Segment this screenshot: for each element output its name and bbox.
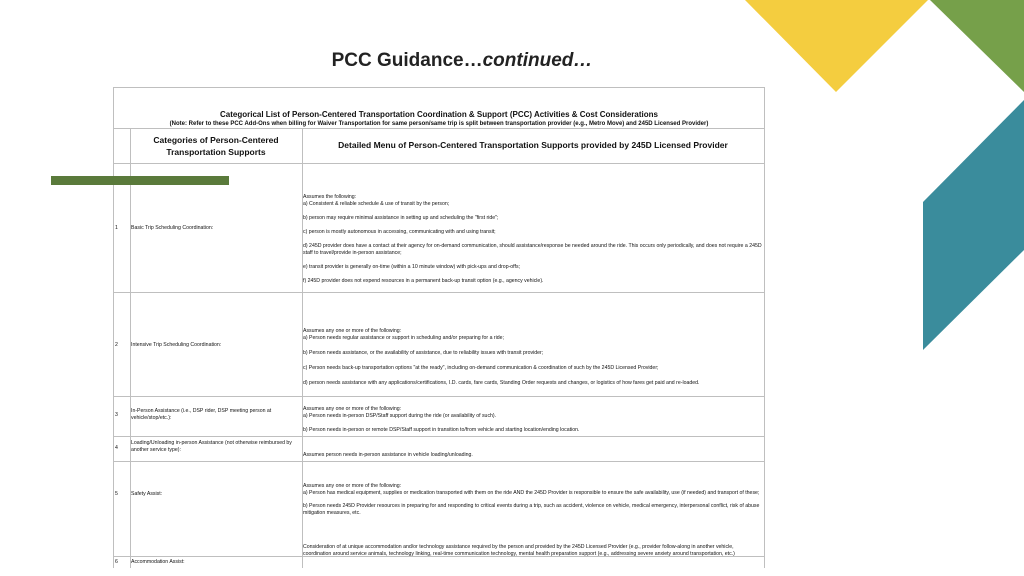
table-header [114,88,764,128]
row-details [303,194,763,285]
yellow-triangle-shape [745,0,928,92]
detail-line: Assumes any one or more of the following: [303,328,402,334]
accent-bar [51,176,229,185]
row-details [303,452,763,459]
detail-line: Assumes person needs in-person assistance in vehicle loading/unloading. [303,452,473,458]
detail-line: b) Person needs assistance, or the availability of assistance, due to reliability issues with transit provider; [303,350,544,356]
row-category: In-Person Assistance (i.e., DSP rider, DSP meeting person at vehicle/stop/etc.): [131,408,272,421]
detail-line: Assumes any one or more of the following: [303,406,402,412]
row-category: Basic Trip Scheduling Coordination: [131,225,214,231]
table-title: Categorical List of Person-Centered Transportation Coordination & Support (PCC) Activities & Cost Considerations [220,110,658,119]
row-number: 4 [115,445,118,451]
teal-diagonal-band-shape [923,100,1024,350]
row-details [303,328,763,387]
slide-title-bold: PCC Guidance… [331,50,483,71]
slide-title [0,50,924,72]
row-number: 6 [115,559,118,565]
detail-line: e) transit provider is generally on-time (within a 10 minute window) with pick-ups and drop-offs; [303,264,521,270]
row-number: 2 [115,342,118,348]
olive-green-triangle-shape [930,0,1024,92]
column-header-categories: Categories of Person-Centered Transportation Supports [153,135,279,157]
detail-line: f) 245D provider does not expend resources in a permanent back-up transit option (e.g., agency vehicle). [303,278,544,284]
detail-line: d) person needs assistance with any applications/certifications, I.D. cards, fare cards, Standing Order requests and changes, or logistics of how fares get paid and re-loaded. [303,380,700,386]
detail-line: a) Consistent & reliable schedule & use of transit by the person; [303,201,450,207]
row-number: 5 [115,491,118,497]
pcc-table [113,87,765,568]
detail-line: a) Person needs regular assistance or support in scheduling and/or preparing for a ride; [303,335,504,341]
row-details [303,544,763,558]
row-category: Loading/Unloading in-person Assistance (not otherwise reimbursed by another service type): [131,440,292,453]
grid-line [114,163,764,164]
detail-line: b) person may require minimal assistance in setting up and scheduling the "first ride"; [303,215,499,221]
slide-title-italic: continued… [482,50,593,71]
grid-line [114,436,764,437]
grid-line [114,396,764,397]
grid-line [114,128,764,129]
row-number: 3 [115,412,118,418]
detail-line: a) Person has medical equipment, supplies or medication transported with them on the ride AND the 245D Provider is responsible to ensure the safe availability, use (if needed) and transport of these; [303,490,760,496]
detail-line: Assumes any one or more of the following: [303,483,402,489]
table-note: (Note: Refer to these PCC Add-Ons when billing for Waiver Transportation for same person/same trip is split between transportation provider (e.g., Metro Move) and 245D Licensed Provider) [169,121,709,127]
row-category: Intensive Trip Scheduling Coordination: [131,342,222,348]
column-header-details: Detailed Menu of Person-Centered Transportation Supports provided by 245D Licensed Provider [338,140,728,150]
detail-line: c) person is mostly autonomous in accessing, communicating with and using transit; [303,229,496,235]
row-details [303,483,763,517]
row-category: Safety Assist: [131,491,163,497]
detail-line: Assumes the following: [303,194,357,200]
detail-line: b) Person needs 245D Provider resources in preparing for and responding to critical events during a trip, such as accident, violence on vehicle, medical emergency, interpersonal conflict, risk of abuse mitigation measures, etc. [303,503,760,516]
detail-line: b) Person needs in-person or remote DSP/Staff support in transition to/from vehicle and starting location/ending location. [303,427,580,433]
detail-line: c) Person needs back-up transportation options "at the ready", including on-demand communication & coordination of such by the 245D Licensed Provider; [303,365,659,371]
detail-line: a) Person needs in-person DSP/Staff support during the ride (or availability of such). [303,413,497,419]
row-category: Accommodation Assist: [131,559,185,565]
detail-line: d) 245D provider does have a contact at their agency for on-demand communication, should assistance/response be needed around the ride. This occurs only periodically, and does not require a 245D staff to travel/provide in-person assistance; [303,243,762,256]
grid-line [114,461,764,462]
row-number: 1 [115,225,118,231]
grid-line [114,292,764,293]
row-details [303,406,763,434]
detail-line: Consideration of at unique accommodation and/or technology assistance required by the person and provided by the 245D Licensed Provider (e.g., provider follow-along in another vehicle, coordination around service animals, technology linking, real-time communication technology, mental health preparation support (e.g., addressing severe anxiety around transportation, etc.) [303,544,735,557]
